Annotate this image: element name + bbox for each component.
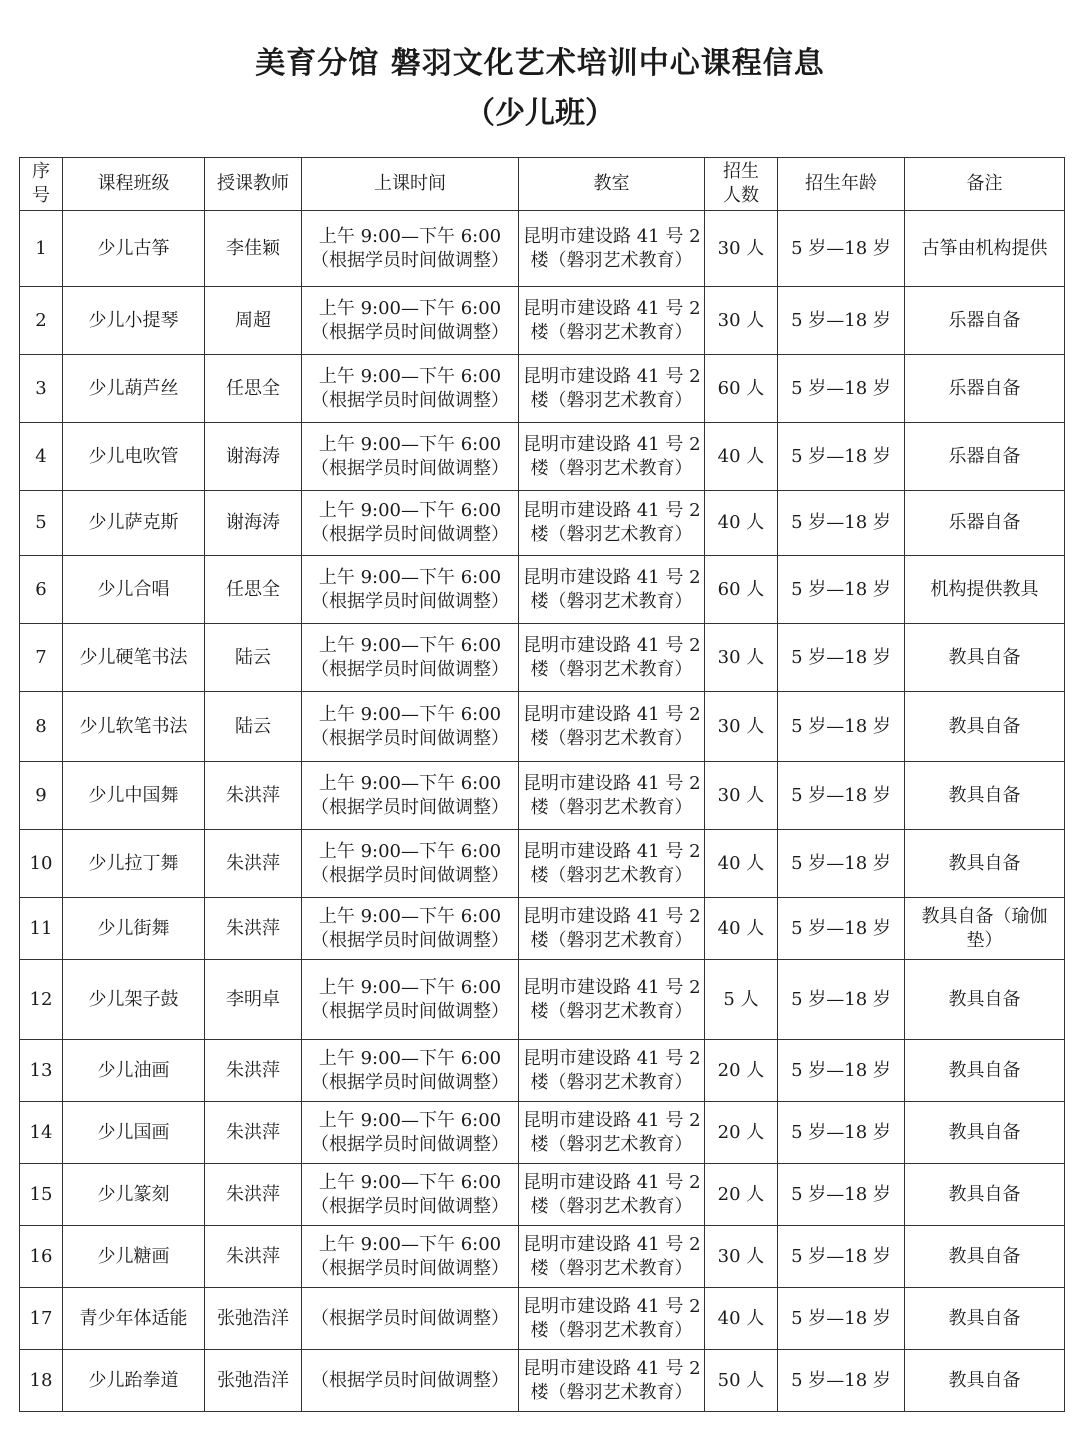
time-note: （根据学员时间做调整） <box>311 1000 509 1022</box>
time-note: （根据学员时间做调整） <box>311 590 509 612</box>
cell-room <box>519 556 705 624</box>
cell-quota: 60 人 <box>705 556 778 624</box>
header-seq-line1: 序 <box>32 161 50 182</box>
header-course: 课程班级 <box>63 158 205 211</box>
room-address: 昆明市建设路 41 号 2 <box>523 1047 701 1069</box>
header-room: 教室 <box>519 158 705 211</box>
cell-teacher: 朱洪萍 <box>205 830 302 898</box>
time-range: 上午 9:00—下午 6:00 <box>318 1171 502 1193</box>
cell-no: 11 <box>20 898 63 960</box>
cell-course: 少儿电吹管 <box>63 423 205 491</box>
cell-teacher: 谢海涛 <box>205 491 302 556</box>
time-range: 上午 9:00—下午 6:00 <box>318 500 502 521</box>
cell-course: 少儿古筝 <box>63 211 205 287</box>
cell-room <box>519 1288 705 1350</box>
cell-time <box>302 423 519 491</box>
cell-quota: 30 人 <box>705 287 778 355</box>
room-name: 楼（磐羽艺术教育） <box>530 524 693 545</box>
time-note: （根据学员时间做调整） <box>311 389 509 411</box>
cell-quota: 40 人 <box>705 423 778 491</box>
time-range: 上午 9:00—下午 6:00 <box>318 225 502 247</box>
room-address: 昆明市建设路 41 号 2 <box>523 1109 701 1131</box>
cell-course: 少儿中国舞 <box>63 762 205 830</box>
room-address: 昆明市建设路 41 号 2 <box>523 634 701 656</box>
time-note: （根据学员时间做调整） <box>311 1071 509 1093</box>
cell-time <box>302 898 519 960</box>
room-name: 楼（磐羽艺术教育） <box>530 864 693 886</box>
cell-teacher: 周超 <box>205 287 302 355</box>
cell-quota: 20 人 <box>705 1102 778 1164</box>
time-range: 上午 9:00—下午 6:00 <box>318 1233 502 1255</box>
cell-no: 4 <box>20 423 63 491</box>
room-name: 楼（磐羽艺术教育） <box>530 1257 693 1279</box>
room-address: 昆明市建设路 41 号 2 <box>523 297 701 319</box>
room-name: 楼（磐羽艺术教育） <box>530 1381 693 1403</box>
table-row <box>20 355 1065 423</box>
cell-course: 少儿拉丁舞 <box>63 830 205 898</box>
room-name: 楼（磐羽艺术教育） <box>530 389 693 411</box>
cell-quota: 30 人 <box>705 211 778 287</box>
header-quota <box>705 158 778 211</box>
time-note: （根据学员时间做调整） <box>311 864 509 886</box>
cell-age: 5 岁—18 岁 <box>778 287 905 355</box>
cell-age: 5 岁—18 岁 <box>778 1164 905 1226</box>
cell-course: 少儿篆刻 <box>63 1164 205 1226</box>
cell-time <box>302 1226 519 1288</box>
cell-time <box>302 556 519 624</box>
table-row <box>20 491 1065 556</box>
room-name: 楼（磐羽艺术教育） <box>530 457 693 479</box>
cell-teacher: 朱洪萍 <box>205 762 302 830</box>
cell-age: 5 岁—18 岁 <box>778 692 905 762</box>
room-address: 昆明市建设路 41 号 2 <box>523 976 701 998</box>
cell-age: 5 岁—18 岁 <box>778 624 905 692</box>
cell-note: 教具自备 <box>905 830 1065 898</box>
time-range: 上午 9:00—下午 6:00 <box>318 566 502 588</box>
time-range: 上午 9:00—下午 6:00 <box>318 1047 502 1069</box>
cell-no: 14 <box>20 1102 63 1164</box>
cell-room <box>519 1040 705 1102</box>
cell-course: 少儿软笔书法 <box>63 692 205 762</box>
cell-age: 5 岁—18 岁 <box>778 830 905 898</box>
cell-age: 5 岁—18 岁 <box>778 1040 905 1102</box>
cell-note: 教具自备 <box>905 1040 1065 1102</box>
cell-note: 教具自备 <box>905 762 1065 830</box>
cell-teacher: 陆云 <box>205 692 302 762</box>
cell-note: 教具自备 <box>905 1164 1065 1226</box>
cell-age: 5 岁—18 岁 <box>778 1288 905 1350</box>
table-row <box>20 1350 1065 1412</box>
cell-quota: 30 人 <box>705 1226 778 1288</box>
cell-course: 少儿跆拳道 <box>63 1350 205 1412</box>
cell-note: 教具自备 <box>905 960 1065 1040</box>
cell-quota: 30 人 <box>705 624 778 692</box>
cell-age: 5 岁—18 岁 <box>778 1350 905 1412</box>
time-range: 上午 9:00—下午 6:00 <box>318 297 502 319</box>
cell-room <box>519 1102 705 1164</box>
cell-age: 5 岁—18 岁 <box>778 1102 905 1164</box>
cell-quota: 40 人 <box>705 1288 778 1350</box>
table-row <box>20 287 1065 355</box>
cell-course: 少儿合唱 <box>63 556 205 624</box>
room-address: 昆明市建设路 41 号 2 <box>523 1171 701 1193</box>
cell-no: 7 <box>20 624 63 692</box>
cell-age: 5 岁—18 岁 <box>778 898 905 960</box>
cell-time <box>302 624 519 692</box>
cell-time <box>302 1102 519 1164</box>
room-address: 昆明市建设路 41 号 2 <box>523 905 701 927</box>
header-seq <box>20 158 63 211</box>
header-teacher: 授课教师 <box>205 158 302 211</box>
cell-time <box>302 1164 519 1226</box>
table-row <box>20 624 1065 692</box>
header-quota-line2: 人数 <box>723 185 759 206</box>
cell-no: 12 <box>20 960 63 1040</box>
cell-quota: 30 人 <box>705 692 778 762</box>
cell-note: 教具自备 <box>905 1226 1065 1288</box>
room-name: 楼（磐羽艺术教育） <box>530 727 693 749</box>
time-note: （根据学员时间做调整） <box>311 457 509 479</box>
cell-room <box>519 762 705 830</box>
time-note: （根据学员时间做调整） <box>311 1133 509 1155</box>
table-row <box>20 1288 1065 1350</box>
cell-note: 教具自备 <box>905 1102 1065 1164</box>
time-range: 上午 9:00—下午 6:00 <box>318 433 502 455</box>
cell-no: 9 <box>20 762 63 830</box>
page-title: 美育分馆 磐羽文化艺术培训中心课程信息 <box>255 46 825 81</box>
room-address: 昆明市建设路 41 号 2 <box>523 500 701 521</box>
table-row <box>20 1102 1065 1164</box>
table-row <box>20 211 1065 287</box>
cell-course: 少儿硬笔书法 <box>63 624 205 692</box>
room-name: 楼（磐羽艺术教育） <box>530 1000 693 1022</box>
cell-no: 17 <box>20 1288 63 1350</box>
cell-note: 教具自备 <box>905 692 1065 762</box>
cell-teacher: 谢海涛 <box>205 423 302 491</box>
cell-time <box>302 960 519 1040</box>
cell-age: 5 岁—18 岁 <box>778 762 905 830</box>
header-time: 上课时间 <box>302 158 519 211</box>
cell-room <box>519 960 705 1040</box>
cell-quota: 5 人 <box>705 960 778 1040</box>
cell-quota: 40 人 <box>705 830 778 898</box>
course-table <box>19 157 1065 1412</box>
table-row <box>20 898 1065 960</box>
cell-room <box>519 423 705 491</box>
cell-no: 3 <box>20 355 63 423</box>
cell-teacher: 陆云 <box>205 624 302 692</box>
table-row <box>20 960 1065 1040</box>
table-row <box>20 1226 1065 1288</box>
time-note: （根据学员时间做调整） <box>311 1307 509 1329</box>
room-name: 楼（磐羽艺术教育） <box>530 796 693 818</box>
cell-teacher: 任思全 <box>205 355 302 423</box>
cell-teacher: 朱洪萍 <box>205 1102 302 1164</box>
cell-time <box>302 491 519 556</box>
room-address: 昆明市建设路 41 号 2 <box>523 1295 701 1317</box>
room-name: 楼（磐羽艺术教育） <box>530 1319 693 1341</box>
room-address: 昆明市建设路 41 号 2 <box>523 1357 701 1379</box>
time-note: （根据学员时间做调整） <box>311 1195 509 1217</box>
header-note: 备注 <box>905 158 1065 211</box>
room-address: 昆明市建设路 41 号 2 <box>523 566 701 588</box>
table-row <box>20 423 1065 491</box>
cell-course: 少儿街舞 <box>63 898 205 960</box>
cell-no: 18 <box>20 1350 63 1412</box>
table-row <box>20 1164 1065 1226</box>
cell-room <box>519 287 705 355</box>
table-body <box>20 211 1065 1412</box>
time-note: （根据学员时间做调整） <box>311 727 509 749</box>
time-range: 上午 9:00—下午 6:00 <box>318 772 502 794</box>
header-seq-line2: 号 <box>32 185 50 206</box>
cell-quota: 20 人 <box>705 1164 778 1226</box>
cell-note: 乐器自备 <box>905 491 1065 556</box>
time-range: 上午 9:00—下午 6:00 <box>318 905 502 927</box>
cell-no: 2 <box>20 287 63 355</box>
cell-room <box>519 1164 705 1226</box>
cell-no: 6 <box>20 556 63 624</box>
room-address: 昆明市建设路 41 号 2 <box>523 433 701 455</box>
cell-room <box>519 692 705 762</box>
time-range: 上午 9:00—下午 6:00 <box>318 703 502 725</box>
header-age: 招生年龄 <box>778 158 905 211</box>
cell-quota: 50 人 <box>705 1350 778 1412</box>
cell-no: 16 <box>20 1226 63 1288</box>
cell-note: 教具自备 <box>905 624 1065 692</box>
cell-quota: 40 人 <box>705 491 778 556</box>
cell-note: 机构提供教具 <box>905 556 1065 624</box>
cell-quota: 40 人 <box>705 898 778 960</box>
cell-age: 5 岁—18 岁 <box>778 556 905 624</box>
cell-quota: 20 人 <box>705 1040 778 1102</box>
cell-no: 1 <box>20 211 63 287</box>
cell-course: 少儿小提琴 <box>63 287 205 355</box>
room-address: 昆明市建设路 41 号 2 <box>523 772 701 794</box>
cell-teacher: 李佳颖 <box>205 211 302 287</box>
cell-age: 5 岁—18 岁 <box>778 423 905 491</box>
table-row <box>20 1040 1065 1102</box>
cell-time <box>302 287 519 355</box>
room-address: 昆明市建设路 41 号 2 <box>523 365 701 387</box>
cell-time <box>302 762 519 830</box>
cell-teacher: 任思全 <box>205 556 302 624</box>
cell-teacher: 张弛浩洋 <box>205 1288 302 1350</box>
cell-time <box>302 1288 519 1350</box>
table-row <box>20 762 1065 830</box>
cell-age: 5 岁—18 岁 <box>778 491 905 556</box>
cell-course: 青少年体适能 <box>63 1288 205 1350</box>
cell-note: 乐器自备 <box>905 355 1065 423</box>
time-note: （根据学员时间做调整） <box>311 249 509 271</box>
cell-teacher: 朱洪萍 <box>205 1226 302 1288</box>
room-name: 楼（磐羽艺术教育） <box>530 929 693 951</box>
cell-quota: 60 人 <box>705 355 778 423</box>
cell-teacher: 张弛浩洋 <box>205 1350 302 1412</box>
cell-no: 10 <box>20 830 63 898</box>
cell-course: 少儿架子鼓 <box>63 960 205 1040</box>
cell-teacher: 朱洪萍 <box>205 1040 302 1102</box>
time-note: （根据学员时间做调整） <box>311 1369 509 1391</box>
cell-age: 5 岁—18 岁 <box>778 355 905 423</box>
room-address: 昆明市建设路 41 号 2 <box>523 703 701 725</box>
cell-note: 古筝由机构提供 <box>905 211 1065 287</box>
table-row <box>20 556 1065 624</box>
cell-note: 乐器自备 <box>905 423 1065 491</box>
table-row <box>20 830 1065 898</box>
cell-note: 教具自备 <box>905 1350 1065 1412</box>
cell-no: 8 <box>20 692 63 762</box>
header-quota-line1: 招生 <box>723 161 759 182</box>
cell-room <box>519 830 705 898</box>
cell-no: 13 <box>20 1040 63 1102</box>
room-name: 楼（磐羽艺术教育） <box>530 321 693 343</box>
room-address: 昆明市建设路 41 号 2 <box>523 840 701 862</box>
cell-course: 少儿糖画 <box>63 1226 205 1288</box>
time-range: 上午 9:00—下午 6:00 <box>318 1109 502 1131</box>
time-range: 上午 9:00—下午 6:00 <box>318 634 502 656</box>
cell-note: 教具自备（瑜伽垫） <box>905 898 1065 960</box>
cell-time <box>302 211 519 287</box>
time-note: （根据学员时间做调整） <box>311 929 509 951</box>
room-name: 楼（磐羽艺术教育） <box>530 1133 693 1155</box>
cell-no: 5 <box>20 491 63 556</box>
cell-age: 5 岁—18 岁 <box>778 211 905 287</box>
cell-time <box>302 1350 519 1412</box>
cell-room <box>519 624 705 692</box>
cell-note: 教具自备 <box>905 1288 1065 1350</box>
page-subtitle: （少儿班） <box>465 96 615 131</box>
cell-room <box>519 491 705 556</box>
cell-room <box>519 1226 705 1288</box>
cell-note: 乐器自备 <box>905 287 1065 355</box>
cell-course: 少儿国画 <box>63 1102 205 1164</box>
cell-no: 15 <box>20 1164 63 1226</box>
time-range: 上午 9:00—下午 6:00 <box>318 365 502 387</box>
cell-teacher: 朱洪萍 <box>205 1164 302 1226</box>
cell-room <box>519 1350 705 1412</box>
cell-time <box>302 830 519 898</box>
time-note: （根据学员时间做调整） <box>311 321 509 343</box>
cell-room <box>519 211 705 287</box>
time-note: （根据学员时间做调整） <box>311 524 509 545</box>
room-name: 楼（磐羽艺术教育） <box>530 658 693 680</box>
time-note: （根据学员时间做调整） <box>311 1257 509 1279</box>
cell-teacher: 李明卓 <box>205 960 302 1040</box>
time-range: 上午 9:00—下午 6:00 <box>318 840 502 862</box>
room-address: 昆明市建设路 41 号 2 <box>523 225 701 247</box>
cell-course: 少儿油画 <box>63 1040 205 1102</box>
cell-quota: 30 人 <box>705 762 778 830</box>
cell-time <box>302 1040 519 1102</box>
cell-time <box>302 355 519 423</box>
cell-time <box>302 692 519 762</box>
cell-age: 5 岁—18 岁 <box>778 960 905 1040</box>
time-note: （根据学员时间做调整） <box>311 796 509 818</box>
cell-room <box>519 898 705 960</box>
room-address: 昆明市建设路 41 号 2 <box>523 1233 701 1255</box>
table-header-row <box>20 158 1065 211</box>
cell-teacher: 朱洪萍 <box>205 898 302 960</box>
table-row <box>20 692 1065 762</box>
time-range: 上午 9:00—下午 6:00 <box>318 976 502 998</box>
cell-course: 少儿葫芦丝 <box>63 355 205 423</box>
cell-course: 少儿萨克斯 <box>63 491 205 556</box>
room-name: 楼（磐羽艺术教育） <box>530 590 693 612</box>
cell-age: 5 岁—18 岁 <box>778 1226 905 1288</box>
time-note: （根据学员时间做调整） <box>311 658 509 680</box>
cell-room <box>519 355 705 423</box>
room-name: 楼（磐羽艺术教育） <box>530 249 693 271</box>
room-name: 楼（磐羽艺术教育） <box>530 1195 693 1217</box>
room-name: 楼（磐羽艺术教育） <box>530 1071 693 1093</box>
